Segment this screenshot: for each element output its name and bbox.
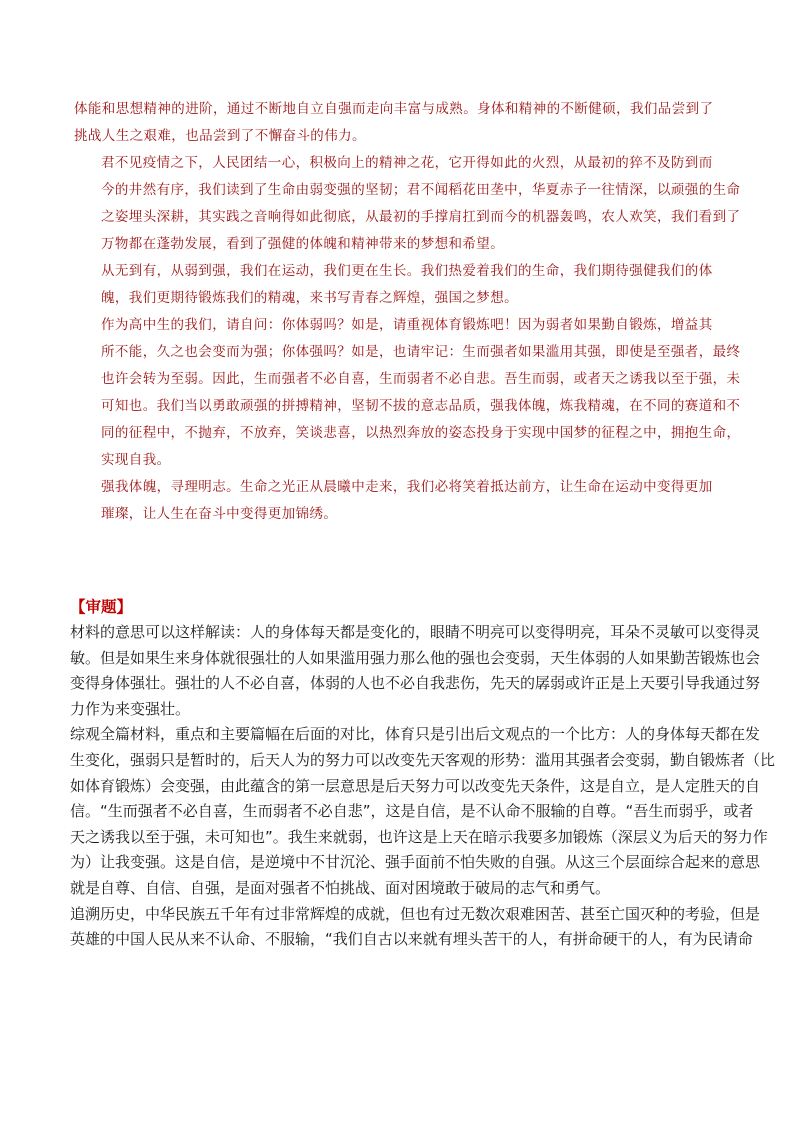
analysis-line: 材料的意思可以这样解读：人的身体每天都是变化的，眼睛不明亮可以变得明亮，耳朵不灵敏可以变得灵 xyxy=(70,623,761,641)
essay-paragraph-1 xyxy=(74,96,722,150)
analysis-line: 变得身体强壮。强壮的人不必自喜，体弱的人也不必自我悲伤，先天的孱弱或许正是上天要引导我通过努 xyxy=(70,674,761,693)
essay-body xyxy=(74,96,741,528)
essay-line: 魄，我们更期待锻炼我们的精魂，来书写青春之辉煌，强国之梦想。 xyxy=(101,290,518,306)
analysis-line: 综观全篇材料，重点和主要篇幅在后面的对比，体育只是引出后文观点的一个比方：人的身体每天都在发 xyxy=(70,725,761,744)
essay-paragraph-5 xyxy=(74,474,722,528)
essay-line: 挑战人生之艰难，也品尝到了不懈奋斗的伟力。 xyxy=(74,128,366,144)
essay-line: 可知也。我们当以勇敢顽强的拼搏精神，坚韧不拔的意志品质，强我体魄，炼我精魂，在不同的赛道和不 xyxy=(101,398,741,414)
essay-paragraph-2 xyxy=(74,150,741,258)
analysis-line: 就是自尊、自信、自强，是面对强者不怕挑战、面对困境敢于破局的志气和勇气。 xyxy=(70,878,611,897)
essay-line: 强我体魄，寻理明志。生命之光正从晨曦中走来，我们必将笑着抵达前方，让生命在运动中变得更加 xyxy=(101,479,713,495)
analysis-line: 生变化，强弱只是暂时的，后天人为的努力可以改变先天客观的形势：滥用其强者会变弱，勤自锻炼者（比 xyxy=(70,750,776,769)
essay-line: 同的征程中，不抛弃，不放弃，笑谈悲喜，以热烈奔放的姿态投身于实现中国梦的征程之中，拥抱生命， xyxy=(101,425,741,441)
analysis-line: 英雄的中国人民从来不认命、不服输，“我们自古以来就有埋头苦干的人，有拼命硬干的人，有为民请命 xyxy=(70,930,753,949)
analysis-paragraph-3 xyxy=(70,902,761,953)
analysis-line: 力作为来变强壮。 xyxy=(70,699,191,718)
essay-line: 今的井然有序，我们读到了生命由弱变强的坚韧；君不闻稻花田垄中，华夏赤子一往情深，以顽强的生命 xyxy=(101,182,741,198)
essay-line: 万物都在蓬勃发展，看到了强健的体魄和精神带来的梦想和希望。 xyxy=(101,236,505,252)
analysis-line: 追溯历史，中华民族五千年有过非常辉煌的成就，但也有过无数次艰难困苦、甚至亡国灭种的考验，但是 xyxy=(70,904,761,923)
essay-line: 所不能，久之也会变而为强；你体强吗？如是，也请牢记：生而强者如果滥用其强，即使是至强者，最终 xyxy=(101,344,741,360)
analysis-paragraph-2 xyxy=(70,722,776,901)
essay-line: 作为高中生的我们，请自问：你体弱吗？如是，请重视体育锻炼吧！因为弱者如果勤自锻炼，增益其 xyxy=(101,317,713,333)
essay-line: 之姿埋头深耕，其实践之音响得如此彻底，从最初的手撑肩扛到而今的机器轰鸣，农人欢笑，我们看到了 xyxy=(101,209,741,225)
essay-line: 也许会转为至弱。因此，生而强者不必自喜，生而弱者不必自悲。吾生而弱，或者天之诱我以至于强，未 xyxy=(101,371,741,387)
essay-paragraph-3 xyxy=(74,258,722,312)
essay-line: 实现自我。 xyxy=(101,452,171,468)
essay-line: 君不见疫情之下，人民团结一心，积极向上的精神之花，它开得如此的火烈，从最初的猝不及防到而 xyxy=(101,155,713,171)
analysis-line: 为）让我变强。这是自信，是逆境中不甘沉沦、强手面前不怕失败的自强。从这三个层面综合起来的意思 xyxy=(70,853,761,872)
analysis-line: 敏。但是如果生来身体就很强壮的人如果滥用强力那么他的强也会变弱，天生体弱的人如果勤苦锻炼也会 xyxy=(70,648,761,667)
section-title: 【审题】 xyxy=(70,598,133,616)
essay-line: 璀璨，让人生在奋斗中变得更加锦绣。 xyxy=(101,506,338,522)
essay-line: 从无到有，从弱到强，我们在运动，我们更在生长。我们热爱着我们的生命，我们期待强健我们的体 xyxy=(101,263,713,279)
analysis-line: 天之诱我以至于强，未可知也”。我生来就弱，也许这是上天在暗示我要多加锻炼（深层义为后天的努力作 xyxy=(70,827,768,846)
essay-paragraph-4 xyxy=(74,312,741,474)
essay-line: 体能和思想精神的进阶，通过不断地自立自强而走向丰富与成熟。身体和精神的不断健硕，我们品尝到了 xyxy=(74,101,714,117)
analysis-line: 信。“生而强者不必自喜，生而弱者不必自悲”，这是自信，是不认命不服输的自尊。“吾生而弱乎，或者 xyxy=(70,802,754,821)
analysis-line: 如体育锻炼）会变强，由此蕴含的第一层意思是后天努力可以改变先天条件，这是自立，是人定胜天的自 xyxy=(70,776,761,795)
analysis-section xyxy=(70,594,776,953)
analysis-paragraph-1 xyxy=(70,620,761,722)
